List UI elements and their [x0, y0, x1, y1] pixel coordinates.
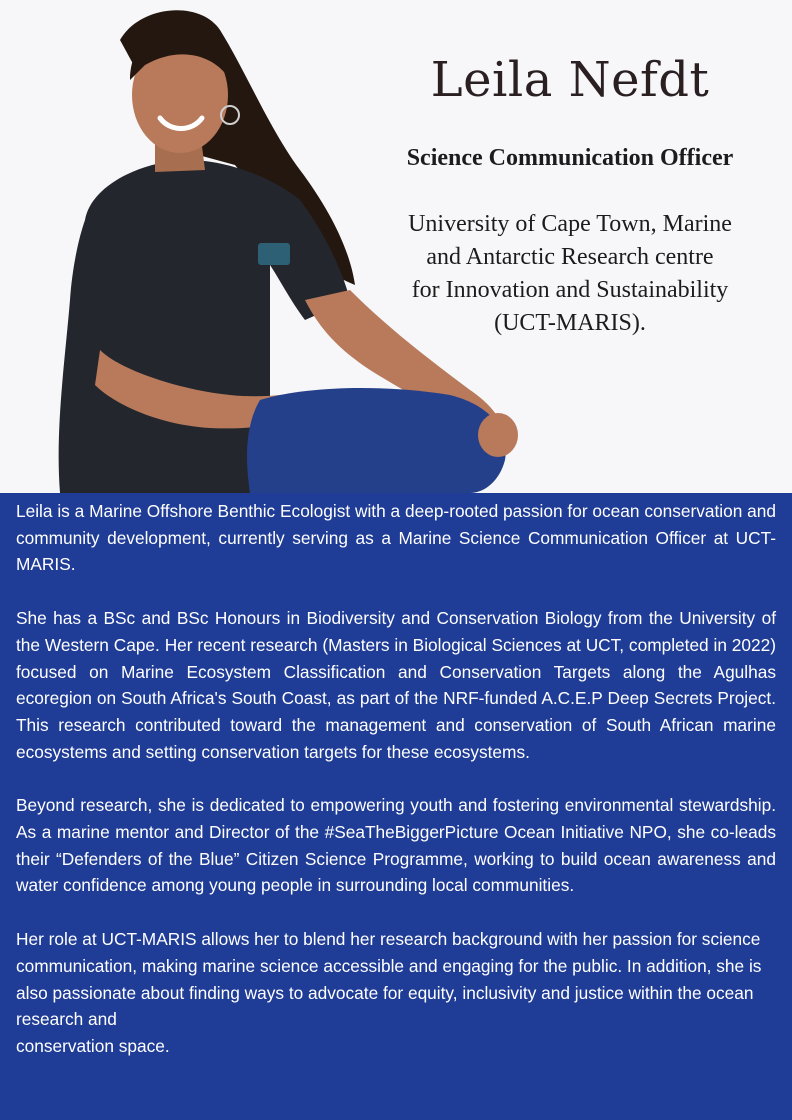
header-section: [0, 0, 792, 493]
bio-line: conservation space.: [16, 1035, 170, 1056]
hand-shape: [478, 413, 518, 457]
person-name: Leila Nefdt: [430, 52, 710, 108]
jeans-shape: [247, 388, 506, 493]
bio-line: Her role at UCT-MARIS allows her to blend her research background with her passion for science communication, making marine science accessible and engaging for the public. In addition, she is also passionate about finding ways to advocate for equity, inclusivity and justice within the ocean research and: [16, 929, 762, 1030]
affiliation: [370, 208, 770, 340]
bio-paragraph: She has a BSc and BSc Honours in Biodiversity and Conservation Biology from the University of the Western Cape. Her recent research (Masters in Biological Sciences at UCT, completed in 2022) focused on Marine Ecosystem Classification and Conservation Targets along the Agulhas ecoregion on South Africa's South Coast, as part of the NRF-funded A.C.E.P Deep Secrets Project. This research contributed toward the management and conservation of South African marine ecosystems and setting conservation targets for these ecosystems.: [16, 608, 776, 762]
bio-paragraph: Beyond research, she is dedicated to empowering youth and fostering environmental stewardship. As a marine mentor and Director of the #SeaTheBiggerPicture Ocean Initiative NPO, she co-leads their “Defenders of the Blue” Citizen Science Programme, working to build ocean awareness and water confidence among young people in surrounding local communities.: [16, 795, 776, 896]
affiliation-line: for Innovation and Sustainability: [411, 277, 729, 303]
affiliation-line: (UCT-MARIS).: [494, 310, 646, 336]
affiliation-line: University of Cape Town, Marine: [408, 211, 732, 237]
shirt-logo: [258, 243, 290, 265]
bio-section: [0, 493, 792, 1120]
bio-paragraph: Leila is a Marine Offshore Benthic Ecologist with a deep-rooted passion for ocean conservation and community development, currently serving as a Marine Science Communication Officer at UCT-MARIS.: [16, 501, 776, 575]
job-title: Science Communication Officer: [406, 145, 734, 171]
bio-paragraph-final: [16, 926, 776, 1060]
affiliation-line: and Antarctic Research centre: [426, 244, 714, 270]
